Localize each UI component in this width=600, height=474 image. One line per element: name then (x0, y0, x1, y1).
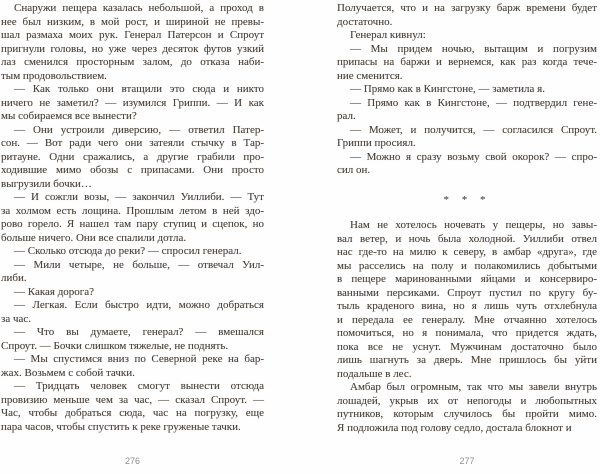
text-line: достаточно. (337, 15, 393, 28)
text-line: — Как только они втащили это сюда и никто (14, 83, 264, 95)
text-line: — Мы спустимся вниз по Северной реке на бар- (14, 353, 264, 365)
text-line: либи. (1, 272, 27, 284)
text-line: сил он. (337, 164, 371, 176)
text-line: Снаружи пещера казалась небольшой, а проход в (14, 2, 264, 14)
text-line: тыль краденого вина, но я лишь чуть отхлебнула (337, 300, 597, 312)
text-line: выгрузили бочки… (1, 177, 92, 190)
text-line: — Легкая. Если быстро идти, можно добраться (14, 299, 264, 311)
text-line: в пещере маринованными яйцами и консервиро- (337, 273, 597, 285)
text-line: сон. — Вот ради чего они затеяли стычку в Тар- (1, 137, 264, 149)
text-line: мы расселись на полу и полакомились добытыми (337, 259, 597, 272)
text-line: ритауне. Одни сражались, а другие грабили про- (1, 150, 264, 163)
page-number-right: 277 (459, 456, 475, 466)
text-line: ходившие мимо обозы с припасами. Они просто (1, 164, 264, 176)
text-line: — Прямо как в Кингстоне, — подтвердил гене- (350, 96, 597, 109)
text-line: нас где-то на милю к северу, в амбар «друга», где (337, 246, 597, 258)
text-line: рово горело. Я нашел там пару ступиц и сцепок, но (1, 218, 264, 230)
text-line: — Что вы думаете, генерал? — вмешался (14, 326, 264, 338)
text-line: нее был низким, в мой рост, и шириной не превы- (1, 15, 264, 28)
text-line: мы собираемся все вынести? (1, 110, 137, 122)
text-line: Час, чтобы добраться сюда, час на погрузку, еще (1, 407, 264, 419)
text-line: тым продовольствием. (1, 69, 107, 82)
text-line: жах. Возьмем с собой тачки. (1, 366, 135, 379)
text-line: за час. (1, 312, 32, 325)
section-separator: * * * (443, 193, 491, 206)
text-line: — Можно я сразу возьму свой окорок? — спро- (350, 150, 597, 163)
text-line: Нам не хотелось ночевать у пещеры, но завы- (350, 219, 597, 231)
page-number-left: 276 (124, 456, 141, 466)
text-line: — Может, и получится, — согласился Спроут. (350, 123, 597, 136)
text-line: больше ничего. Они все спалили дотла. (1, 231, 187, 244)
text-line: пока все не уснут. Мужчинам достаточно было (337, 340, 597, 353)
text-line: — Сколько отсюда до реки? — спросил генерал. (14, 245, 242, 257)
text-line: за холмом есть лощина. Прошлым летом в ней здо- (1, 204, 264, 217)
text-line: — Тридцать человек смогут вынести отсюда (14, 380, 264, 392)
text-line: Спроут. — Бочки слишком тяжелые, не поднять. (1, 339, 229, 352)
text-line: Амбар был огромным, так что мы завели внутрь (350, 381, 597, 393)
text-line: помочиться, но я понимала, что придется ждать, (337, 327, 597, 339)
page-right-text (337, 2, 597, 435)
text-line: шал размаха моих рук. Генерал Патерсон и Спроут (1, 29, 264, 41)
text-line: — Какая дорога? (14, 285, 95, 298)
text-line: — Мы придем ночью, вытащим и погрузим (350, 42, 597, 55)
text-line: провизию меньше чем за час, — сказал Спроут. — (1, 393, 264, 406)
text-line: — Прямо как в Кингстоне, — заметила я. (350, 83, 545, 95)
text-line: — И сожгли возы, — закончил Уиллиби. — Тут (14, 191, 264, 203)
text-line: — Они устроили диверсию, — ответил Патер- (14, 123, 264, 136)
text-line: рал. (337, 110, 356, 122)
text-line: ванными персиками. Спроут пустил по кругу бу- (337, 286, 597, 299)
text-line: вал ветер, и ночь была холодной. Уиллиби отвел (337, 232, 597, 245)
text-line: лишь шагнуть за дверь. Мне пришлось бы уйти (337, 354, 597, 366)
text-line: — Мили четыре, не больше, — отвечал Уил- (14, 258, 264, 271)
text-line: припасы на баржи и вернемся, как раз когда тече- (337, 56, 597, 68)
text-line: Получается, что и на загрузку барж времени будет (337, 2, 597, 14)
text-line: пара часов, чтобы спустить к реке груженые тачки. (1, 420, 241, 433)
text-line: лошадей, укрыв их от непогоды и любопытных (337, 394, 597, 407)
text-line: Я подложила под голову седло, достала блокнот и (337, 421, 572, 434)
text-line: ние сменится. (337, 69, 403, 82)
page-left-text (1, 2, 264, 434)
text-line: и передала ее генералу. Мне отчаянно хотелось (337, 313, 597, 326)
text-line: пригнули головы, но уже через десяток футов узкий (1, 42, 264, 55)
text-line: лаз сменился просторным залом, до отказа наби- (1, 56, 264, 68)
text-line: Гриппи просиял. (337, 137, 416, 149)
text-line: Генерал кивнул: (350, 29, 426, 41)
text-line: подальше в лес. (337, 367, 412, 380)
text-line: путников, которым случилось бы пройти мимо. (337, 408, 597, 420)
text-line: ничего не заметил? — изумился Гриппи. — И как (1, 96, 264, 109)
